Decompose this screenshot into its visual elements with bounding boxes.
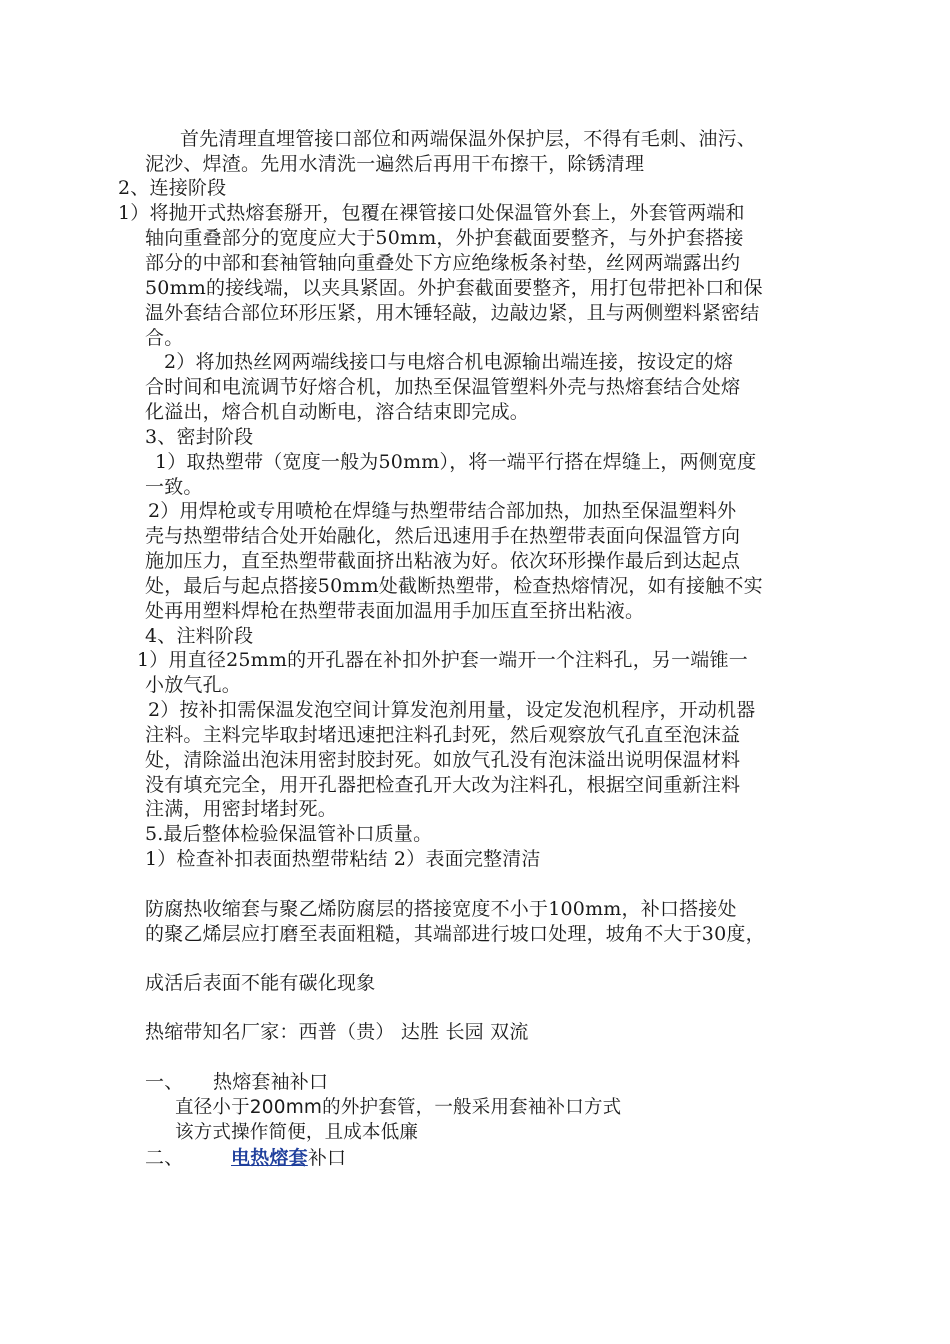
- text-line: 施加压力，直至热塑带截面挤出粘液为好。依次环形操作最后到达起点: [145, 550, 741, 572]
- text-line: 1）检查补扣表面热塑带粘结 2）表面完整清洁: [145, 848, 541, 870]
- electro-fusion-sleeve-link[interactable]: 电热熔套: [231, 1147, 308, 1169]
- text-line: 5.最后整体检验保温管补口质量。: [145, 823, 433, 845]
- text-line: 合。: [145, 327, 184, 349]
- text-line: 2）按补扣需保温发泡空间计算发泡剂用量，设定发泡机程序，开动机器: [148, 699, 756, 721]
- text-line: 泥沙、焊渣。先用水清洗一遍然后再用干布擦干，除锈清理: [145, 153, 645, 175]
- text-line: 壳与热塑带结合处开始融化，然后迅速用手在热塑带表面向保温管方向: [145, 525, 741, 547]
- text-line: 成活后表面不能有碳化现象: [145, 972, 376, 994]
- section-2-title: [231, 1146, 346, 1170]
- text-line: 2）用焊枪或专用喷枪在焊缝与热塑带结合部加热，加热至保温塑料外: [148, 500, 737, 522]
- section-heading: 2、连接阶段: [118, 177, 227, 199]
- section-2-number: 二、: [145, 1147, 184, 1169]
- text-line: 小放气孔。: [145, 674, 242, 696]
- text-line: 轴向重叠部分的宽度应大于50mm，外护套截面要整齐，与外护套搭接: [145, 227, 744, 249]
- text-line: 注料。主料完毕取封堵迅速把注料孔封死，然后观察放气孔直至泡沫益: [145, 724, 741, 746]
- text-line: 温外套结合部位环形压紧，用木锤轻敲，边敲边紧，且与两侧塑料紧密结: [145, 302, 760, 324]
- text-line: 处，最后与起点搭接50mm处截断热塑带，检查热熔情况，如有接触不实: [145, 575, 763, 597]
- text-line: 的聚乙烯层应打磨至表面粗糙，其端部进行坡口处理，坡角不大于30度，: [145, 923, 765, 945]
- text-line: 化溢出，熔合机自动断电，溶合结束即完成。: [145, 401, 530, 423]
- text-line: 处，清除溢出泡沫用密封胶封死。如放气孔没有泡沫溢出说明保温材料: [145, 749, 741, 771]
- text-line: 1）用直径25mm的开孔器在补扣外护套一端开一个注料孔，另一端锥一: [137, 649, 748, 671]
- text-line: 1）取热塑带（宽度一般为50mm），将一端平行搭在焊缝上，两侧宽度: [155, 451, 757, 473]
- section-1-line: 该方式操作简便，且成本低廉: [175, 1122, 419, 1143]
- text-line: 没有填充完全，用开孔器把检查孔开大改为注料孔，根据空间重新注料: [145, 774, 741, 796]
- text-line: 热缩带知名厂家：西普（贵） 达胜 长园 双流: [145, 1021, 529, 1043]
- text-line: 合时间和电流调节好熔合机，加热至保温管塑料外壳与热熔套结合处熔: [145, 376, 741, 398]
- text-line: 防腐热收缩套与聚乙烯防腐层的搭接宽度不小于100mm，补口搭接处: [145, 898, 737, 920]
- text-line: 一致。: [145, 476, 203, 498]
- section-1-number: 一、: [145, 1071, 184, 1093]
- text-line: 50mm的接线端，以夹具紧固。外护套截面要整齐，用打包带把补口和保: [145, 277, 763, 299]
- text-line: 注满，用密封堵封死。: [145, 798, 338, 820]
- text-line: 处再用塑料焊枪在热塑带表面加温用手加压直至挤出粘液。: [145, 600, 645, 622]
- section-1-line: 直径小于200mm的外护套管，一般采用套袖补口方式: [175, 1097, 622, 1118]
- section-2-title-rest: 补口: [307, 1147, 347, 1169]
- text-line: 首先清理直埋管接口部位和两端保温外保护层，不得有毛刺、油污、: [180, 128, 757, 150]
- section-heading: 4、注料阶段: [145, 625, 254, 647]
- text-line: 部分的中部和套袖管轴向重叠处下方应绝缘板条衬垫，丝网两端露出约: [145, 252, 741, 274]
- text-line: 2）将加热丝网两端线接口与电熔合机电源输出端连接，按设定的熔: [164, 351, 734, 373]
- section-heading: 3、密封阶段: [145, 426, 254, 448]
- text-line: 1）将抛开式热熔套掰开，包覆在裸管接口处保温管外套上，外套管两端和: [118, 202, 745, 224]
- section-1-title: 热熔套袖补口: [213, 1071, 329, 1093]
